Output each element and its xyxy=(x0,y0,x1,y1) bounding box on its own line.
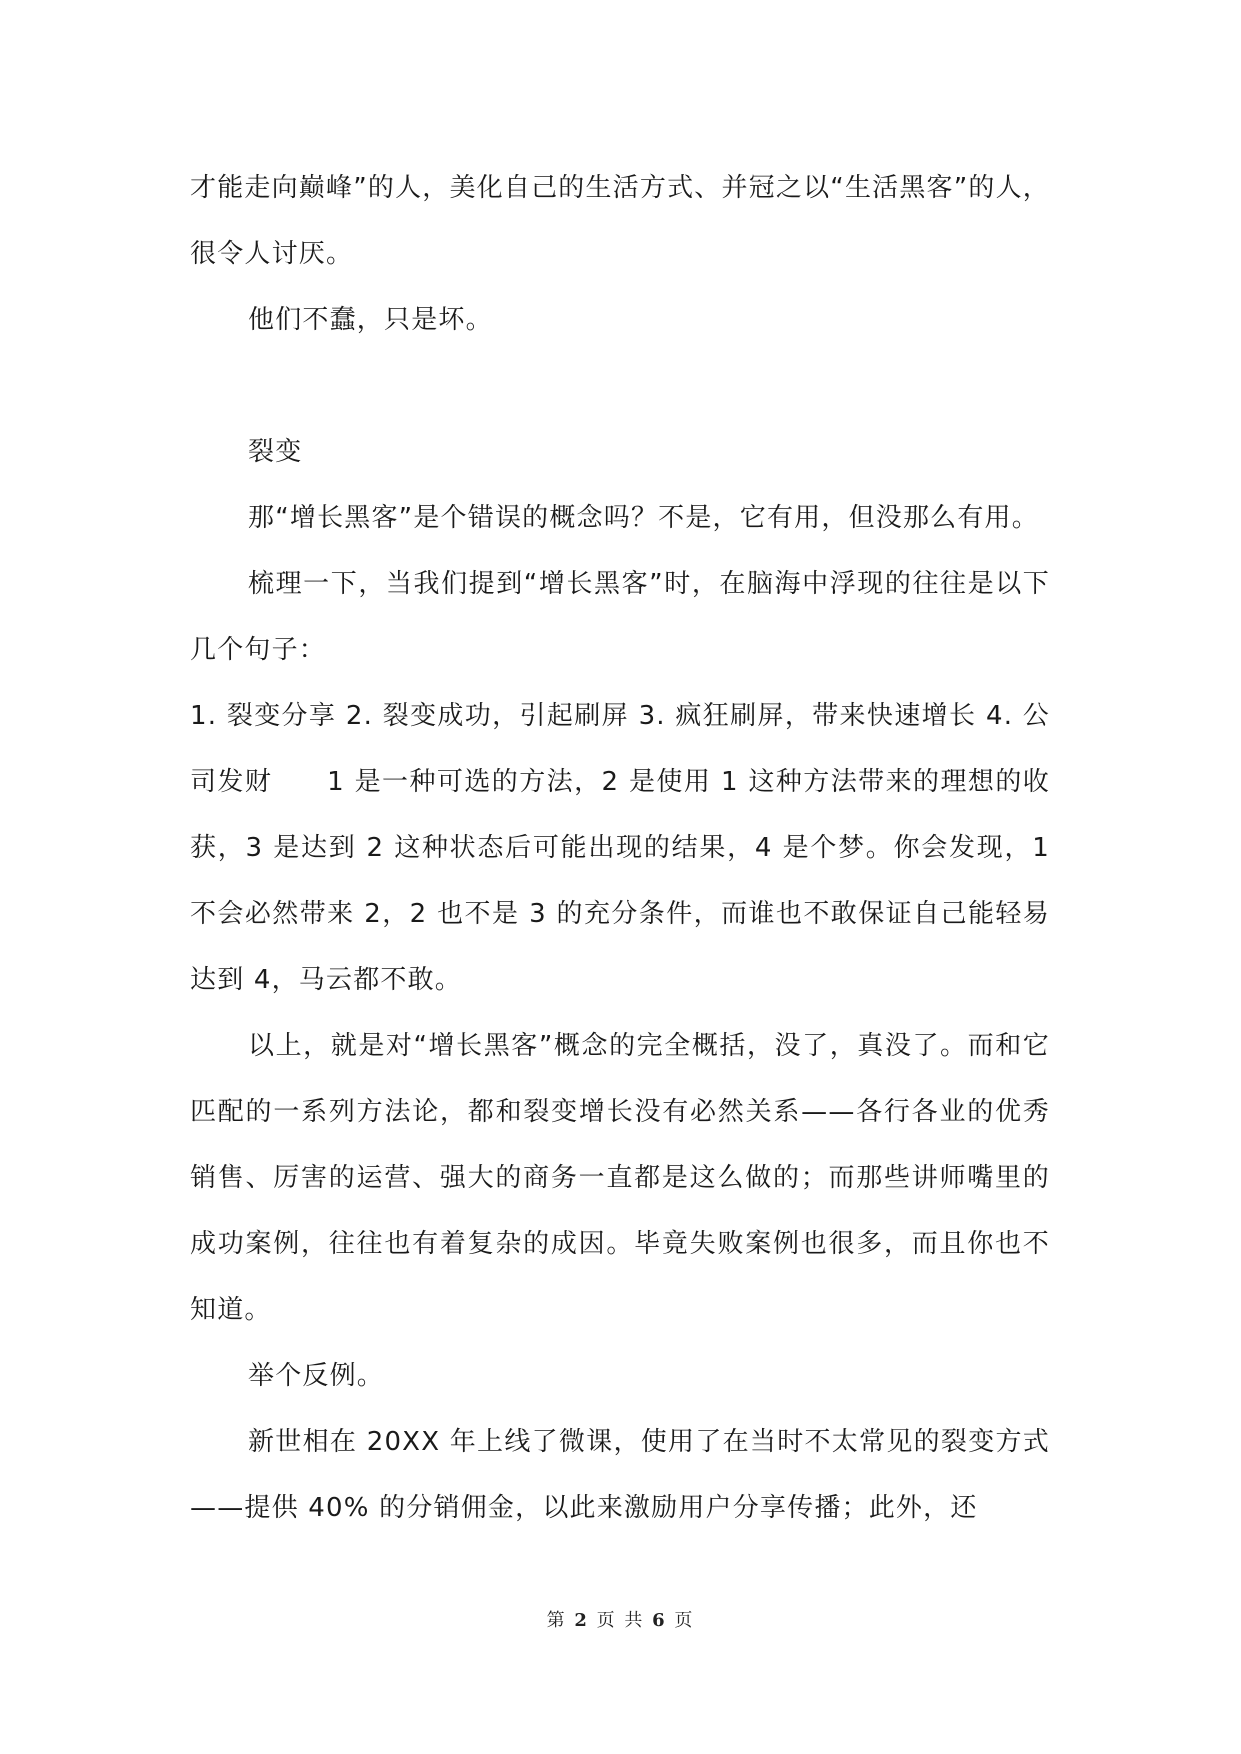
document-body xyxy=(190,155,1050,1541)
paragraph: 才能走向巅峰”的人，美化自己的生活方式、并冠之以“生活黑客”的人，很令人讨厌。 xyxy=(190,173,1051,269)
footer-suffix: 页 xyxy=(674,1610,695,1631)
paragraph: 举个反例。 xyxy=(248,1361,385,1391)
paragraph: 以上，就是对“增长黑客”概念的完全概括，没了，真没了。而和它匹配的一系列方法论，都和裂变增长没有必然关系——各行各业的优秀销售、厉害的运营、强大的商务一直都是这么做的；而那些讲师嘴里的成功案例，往往也有着复杂的成因。毕竟失败案例也很多，而且你也不知道。 xyxy=(190,1031,1050,1325)
footer-middle: 页 共 xyxy=(596,1610,645,1631)
paragraph: 梳理一下，当我们提到“增长黑客”时，在脑海中浮现的往往是以下几个句子： xyxy=(190,569,1050,665)
total-pages-number: 6 xyxy=(652,1610,667,1631)
page-footer xyxy=(0,1606,1241,1632)
paragraph: 1. 裂变分享 2. 裂变成功，引起刷屏 3. 疯狂刷屏，带来快速增长 4. 公司发财 1 是一种可选的方法，2 是使用 1 这种方法带来的理想的收获，3 是达到 2 这种状态后可能出现的结果，4 是个梦。你会发现，1 不会必然带来 2，2 也不是 3 的充分条件，而谁也不敢保证自己能轻易达到 4，马云都不敢。 xyxy=(190,701,1050,995)
paragraph: 他们不蠢，只是坏。 xyxy=(248,305,493,335)
current-page-number: 2 xyxy=(574,1610,589,1631)
section-heading: 裂变 xyxy=(248,437,303,467)
paragraph-spacer xyxy=(190,353,1050,419)
paragraph: 新世相在 20XX 年上线了微课，使用了在当时不太常见的裂变方式——提供 40% 的分销佣金，以此来激励用户分享传播；此外，还 xyxy=(190,1427,1050,1523)
paragraph: 那“增长黑客”是个错误的概念吗？不是，它有用，但没那么有用。 xyxy=(248,503,1039,533)
footer-prefix: 第 xyxy=(546,1610,567,1631)
